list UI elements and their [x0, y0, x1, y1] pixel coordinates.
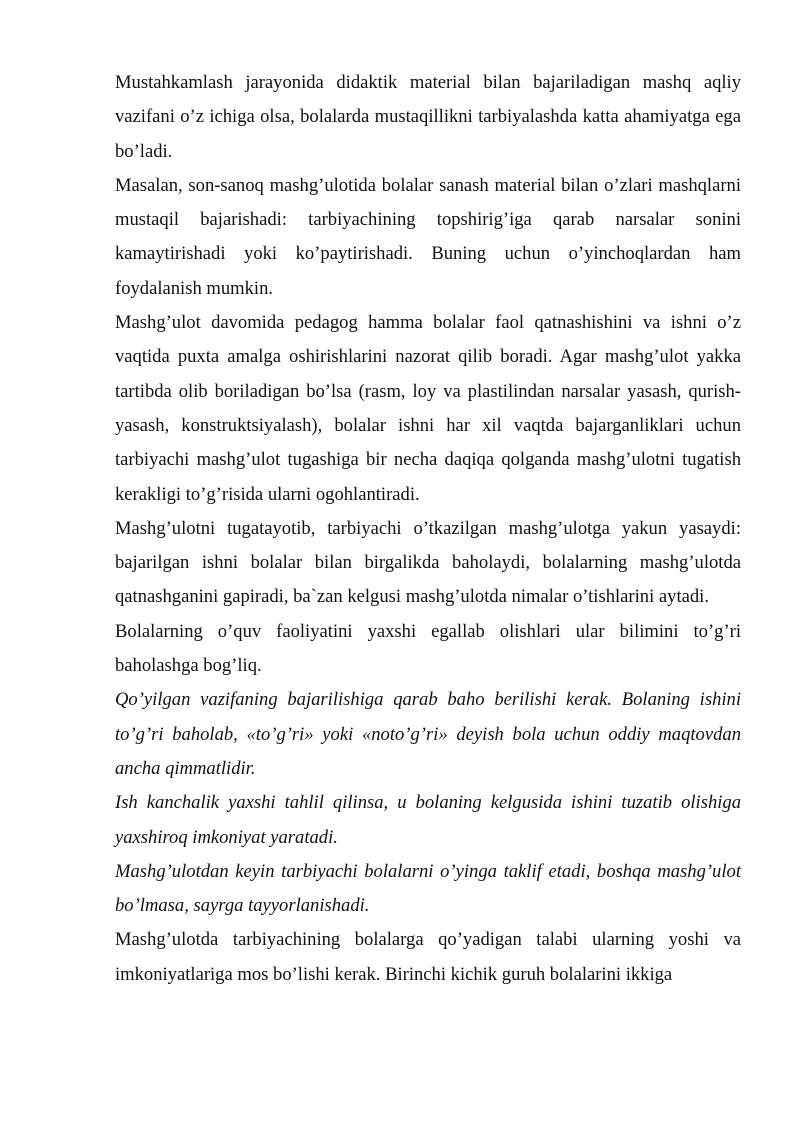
paragraph-7: Ish kanchalik yaxshi tahlil qilinsa, u bolaning kelgusida ishini tuzatib olishiga yaxshiroq imkoniyat yaratadi.: [115, 792, 741, 848]
paragraph-6: Qo’yilgan vazifaning bajarilishiga qarab baho berilishi kerak. Bolaning ishini to’g’ri baholab, «to’g’ri» yoki «noto’g’ri» deyish bola uchun oddiy maqtovdan ancha qimmatlidir.: [115, 689, 741, 779]
paragraph-8: Mashg’ulotdan keyin tarbiyachi bolalarni o’yinga taklif etadi, boshqa mashg’ulot bo’lmasa, sayrga tayyorlanishadi.: [115, 860, 741, 917]
paragraph-5: Bolalarning o’quv faoliyatini yaxshi egallab olishlari ular bilimini to’g’ri baholashga bog’liq.: [115, 620, 741, 677]
paragraph-1: Mustahkamlash jarayonida didaktik material bilan bajariladigan mashq aqliy vazifani o’z ichiga olsa, bolalarda mustaqillikni tarbiyalashda katta ahamiyatga ega bo’ladi.: [115, 72, 741, 162]
paragraph-3: Mashg’ulot davomida pedagog hamma bolalar faol qatnashishini va ishni o’z vaqtida puxta amalga oshirishlarini nazorat qilib boradi. Agar mashg’ulot yakka tartibda olib boriladigan bo’lsa (rasm, loy va plastilindan narsalar yasash, qurish-yasash, konstruktsiyalash), bolalar ishni har xil vaqtda bajarganliklari uchun tarbiyachi mashg’ulot tugashiga bir necha daqiqa qolganda mashg’ulotni tugatish kerakligi to’g’risida ularni ogohlantiradi.: [115, 312, 741, 505]
paragraph-4: Mashg’ulotni tugatayotib, tarbiyachi o’tkazilgan mashg’ulotga yakun yasaydi: bajarilgan ishni bolalar bilan birgalikda baholaydi, bolalarning mashg’ulotda qatnashganini gapiradi, ba`zan kelgusi mashg’ulotda nimalar o’tishlarini aytadi.: [115, 517, 741, 608]
paragraph-9: Mashg’ulotda tarbiyachining bolalarga qo’yadigan talabi ularning yoshi va imkoniyatlariga mos bo’lishi kerak. Birinchi kichik guruh bolalarini ikkiga: [115, 929, 741, 985]
document-page: [115, 66, 741, 992]
paragraph-2: Masalan, son-sanoq mashg’ulotida bolalar sanash material bilan o’zlari mashqlarni mustaqil bajarishadi: tarbiyachining topshirig’iga qarab narsalar sonini kamaytirishadi yoki ko’paytirishadi. Buning uchun o’yinchoqlardan ham foydalanish mumkin.: [115, 174, 741, 299]
